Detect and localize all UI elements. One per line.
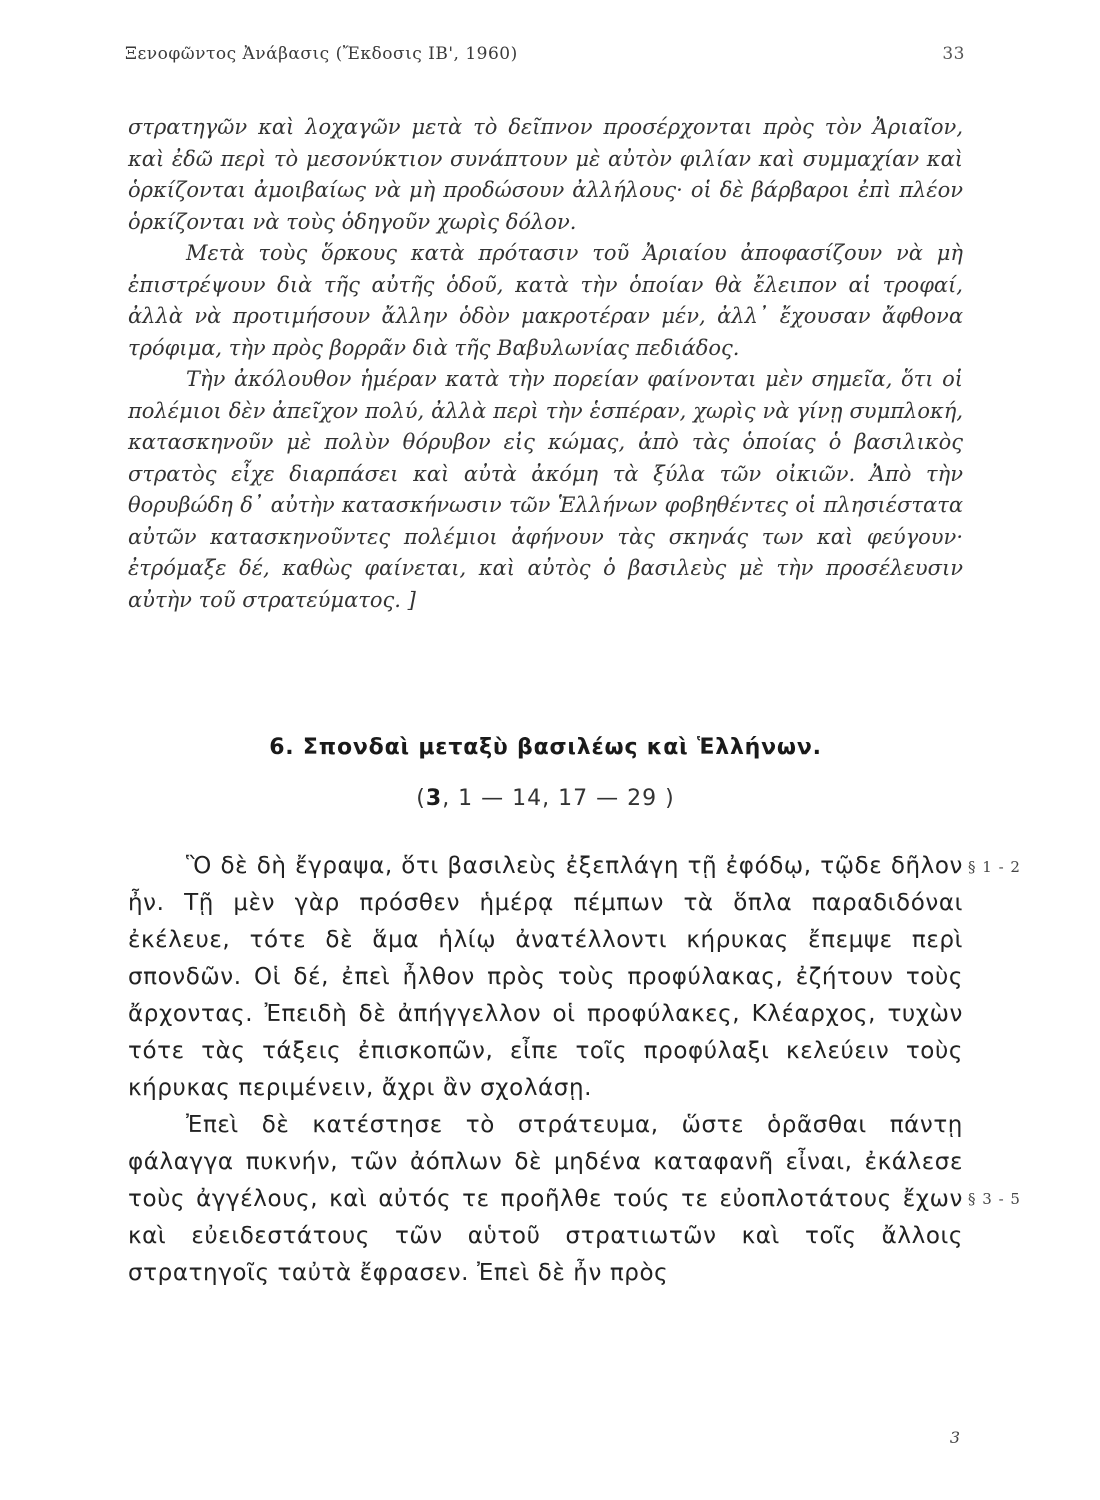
greek-text — [128, 848, 963, 1292]
margin-reference: § 3 - 5 — [968, 1190, 1021, 1208]
commentary-notes — [128, 112, 963, 616]
margin-reference: § 1 - 2 — [968, 858, 1021, 876]
text-paragraph: Ἐπεὶ δὲ κατέστησε τὸ στράτευμα, ὥστε ὁρᾶσθαι πάντῃ φάλαγγα πυκνήν, τῶν ἀόπλων δὲ μηδένα καταφανῆ εἶναι, ἐκάλεσε τοὺς ἀγγέλους, καὶ αὐτός τε προῆλθε τούς τε εὐοπλοτάτους ἔχων καὶ εὐειδεστάτους τῶν αὑτοῦ στρατιωτῶν καὶ τοῖς ἄλλοις στρατηγοῖς ταὐτὰ ἔφρασεν. Ἐπεὶ δὲ ἦν πρὸς — [128, 1112, 963, 1286]
notes-paragraph: Τὴν ἀκόλουθον ἡμέραν κατὰ τὴν πορείαν φαίνονται μὲν σημεῖα, ὅτι οἱ πολέμιοι δὲν ἀπεῖχον πολύ, ἀλλὰ περὶ τὴν ἑσπέραν, χωρὶς νὰ γίνῃ συμπλοκή, κατασκηνοῦν μὲ πολὺν θόρυβον εἰς κώμας, ἀπὸ τὰς ὁποίας ὁ βασιλικὸς στρατὸς εἶχε διαρπάσει καὶ αὐτὰ ἀκόμη τὰ ξύλα τῶν οἰκιῶν. Ἀπὸ τὴν θορυβώδη δ᾽ αὐτὴν κατασκήνωσιν τῶν Ἑλλήνων φοβηθέντες οἱ πλησιέστατα αὐτῶν κατασκηνοῦντες πολέμιοι ἀφήνουν τὰς σκηνάς των καὶ φεύγουν· ἐτρόμαξε δέ, καθὼς φαίνεται, καὶ αὐτὸς ὁ βασιλεὺς μὲ τὴν προσέλευσιν αὐτὴν τοῦ στρατεύματος. ] — [128, 367, 963, 612]
reference-range: , 1 — 14, 17 — 29 ) — [442, 786, 675, 811]
section-heading: 6. Σπονδαὶ μεταξὺ βασιλέως καὶ Ἑλλήνων. — [269, 735, 822, 760]
page-number: 33 — [942, 44, 965, 64]
section-reference — [128, 786, 963, 811]
reference-book: 3 — [425, 786, 443, 811]
running-header — [125, 44, 965, 72]
notes-paragraph: στρατηγῶν καὶ λοχαγῶν μετὰ τὸ δεῖπνον προσέρχονται πρὸς τὸν Ἀριαῖον, καὶ ἐδῶ περὶ τὸ μεσονύκτιον συνάπτουν μὲ αὐτὸν φιλίαν καὶ συμμαχίαν καὶ ὁρκίζονται ἀμοιβαίως νὰ μὴ προδώσουν ἀλλήλους· οἱ δὲ βάρβαροι ἐπὶ πλέον ὁρκίζονται νὰ τοὺς ὁδηγοῦν χωρὶς δόλον. — [128, 115, 963, 234]
reference-open: ( — [416, 786, 426, 811]
text-paragraph: Ὃ δὲ δὴ ἔγραψα, ὅτι βασιλεὺς ἐξεπλάγη τῇ ἐφόδῳ, τῷδε δῆλον ἦν. Τῇ μὲν γὰρ πρόσθεν ἡμέρᾳ πέμπων τὰ ὅπλα παραδιδόναι ἐκέλευε, τότε δὲ ἅμα ἡλίῳ ἀνατέλλοντι κήρυκας ἔπεμψε περὶ σπονδῶν. Οἱ δέ, ἐπεὶ ἦλθον πρὸς τοὺς προφύλακας, ἐζήτουν τοὺς ἄρχοντας. Ἐπειδὴ δὲ ἀπήγγελλον οἱ προφύλακες, Κλέαρχος, τυχὼν τότε τὰς τάξεις ἐπισκοπῶν, εἶπε τοῖς προφύλαξι κελεύειν τοὺς κήρυκας περιμένειν, ἄχρι ἂν σχολάσῃ. — [128, 853, 963, 1101]
notes-paragraph: Μετὰ τοὺς ὅρκους κατὰ πρότασιν τοῦ Ἀριαίου ἀποφασίζουν νὰ μὴ ἐπιστρέψουν διὰ τῆς αὐτῆς ὁδοῦ, κατὰ τὴν ὁποίαν θὰ ἔλειπον αἱ τροφαί, ἀλλὰ νὰ προτιμήσουν ἄλλην ὁδὸν μακροτέραν μέν, ἀλλ᾽ ἔχουσαν ἄφθονα τρόφιμα, τὴν πρὸς βορρᾶν διὰ τῆς Βαβυλωνίας πεδιάδος. — [128, 241, 963, 360]
signature-mark: 3 — [949, 1428, 960, 1447]
header-title: Ξενοφῶντος Ἀνάβασις (Ἔκδοσις ΙΒ', 1960) — [125, 44, 518, 64]
